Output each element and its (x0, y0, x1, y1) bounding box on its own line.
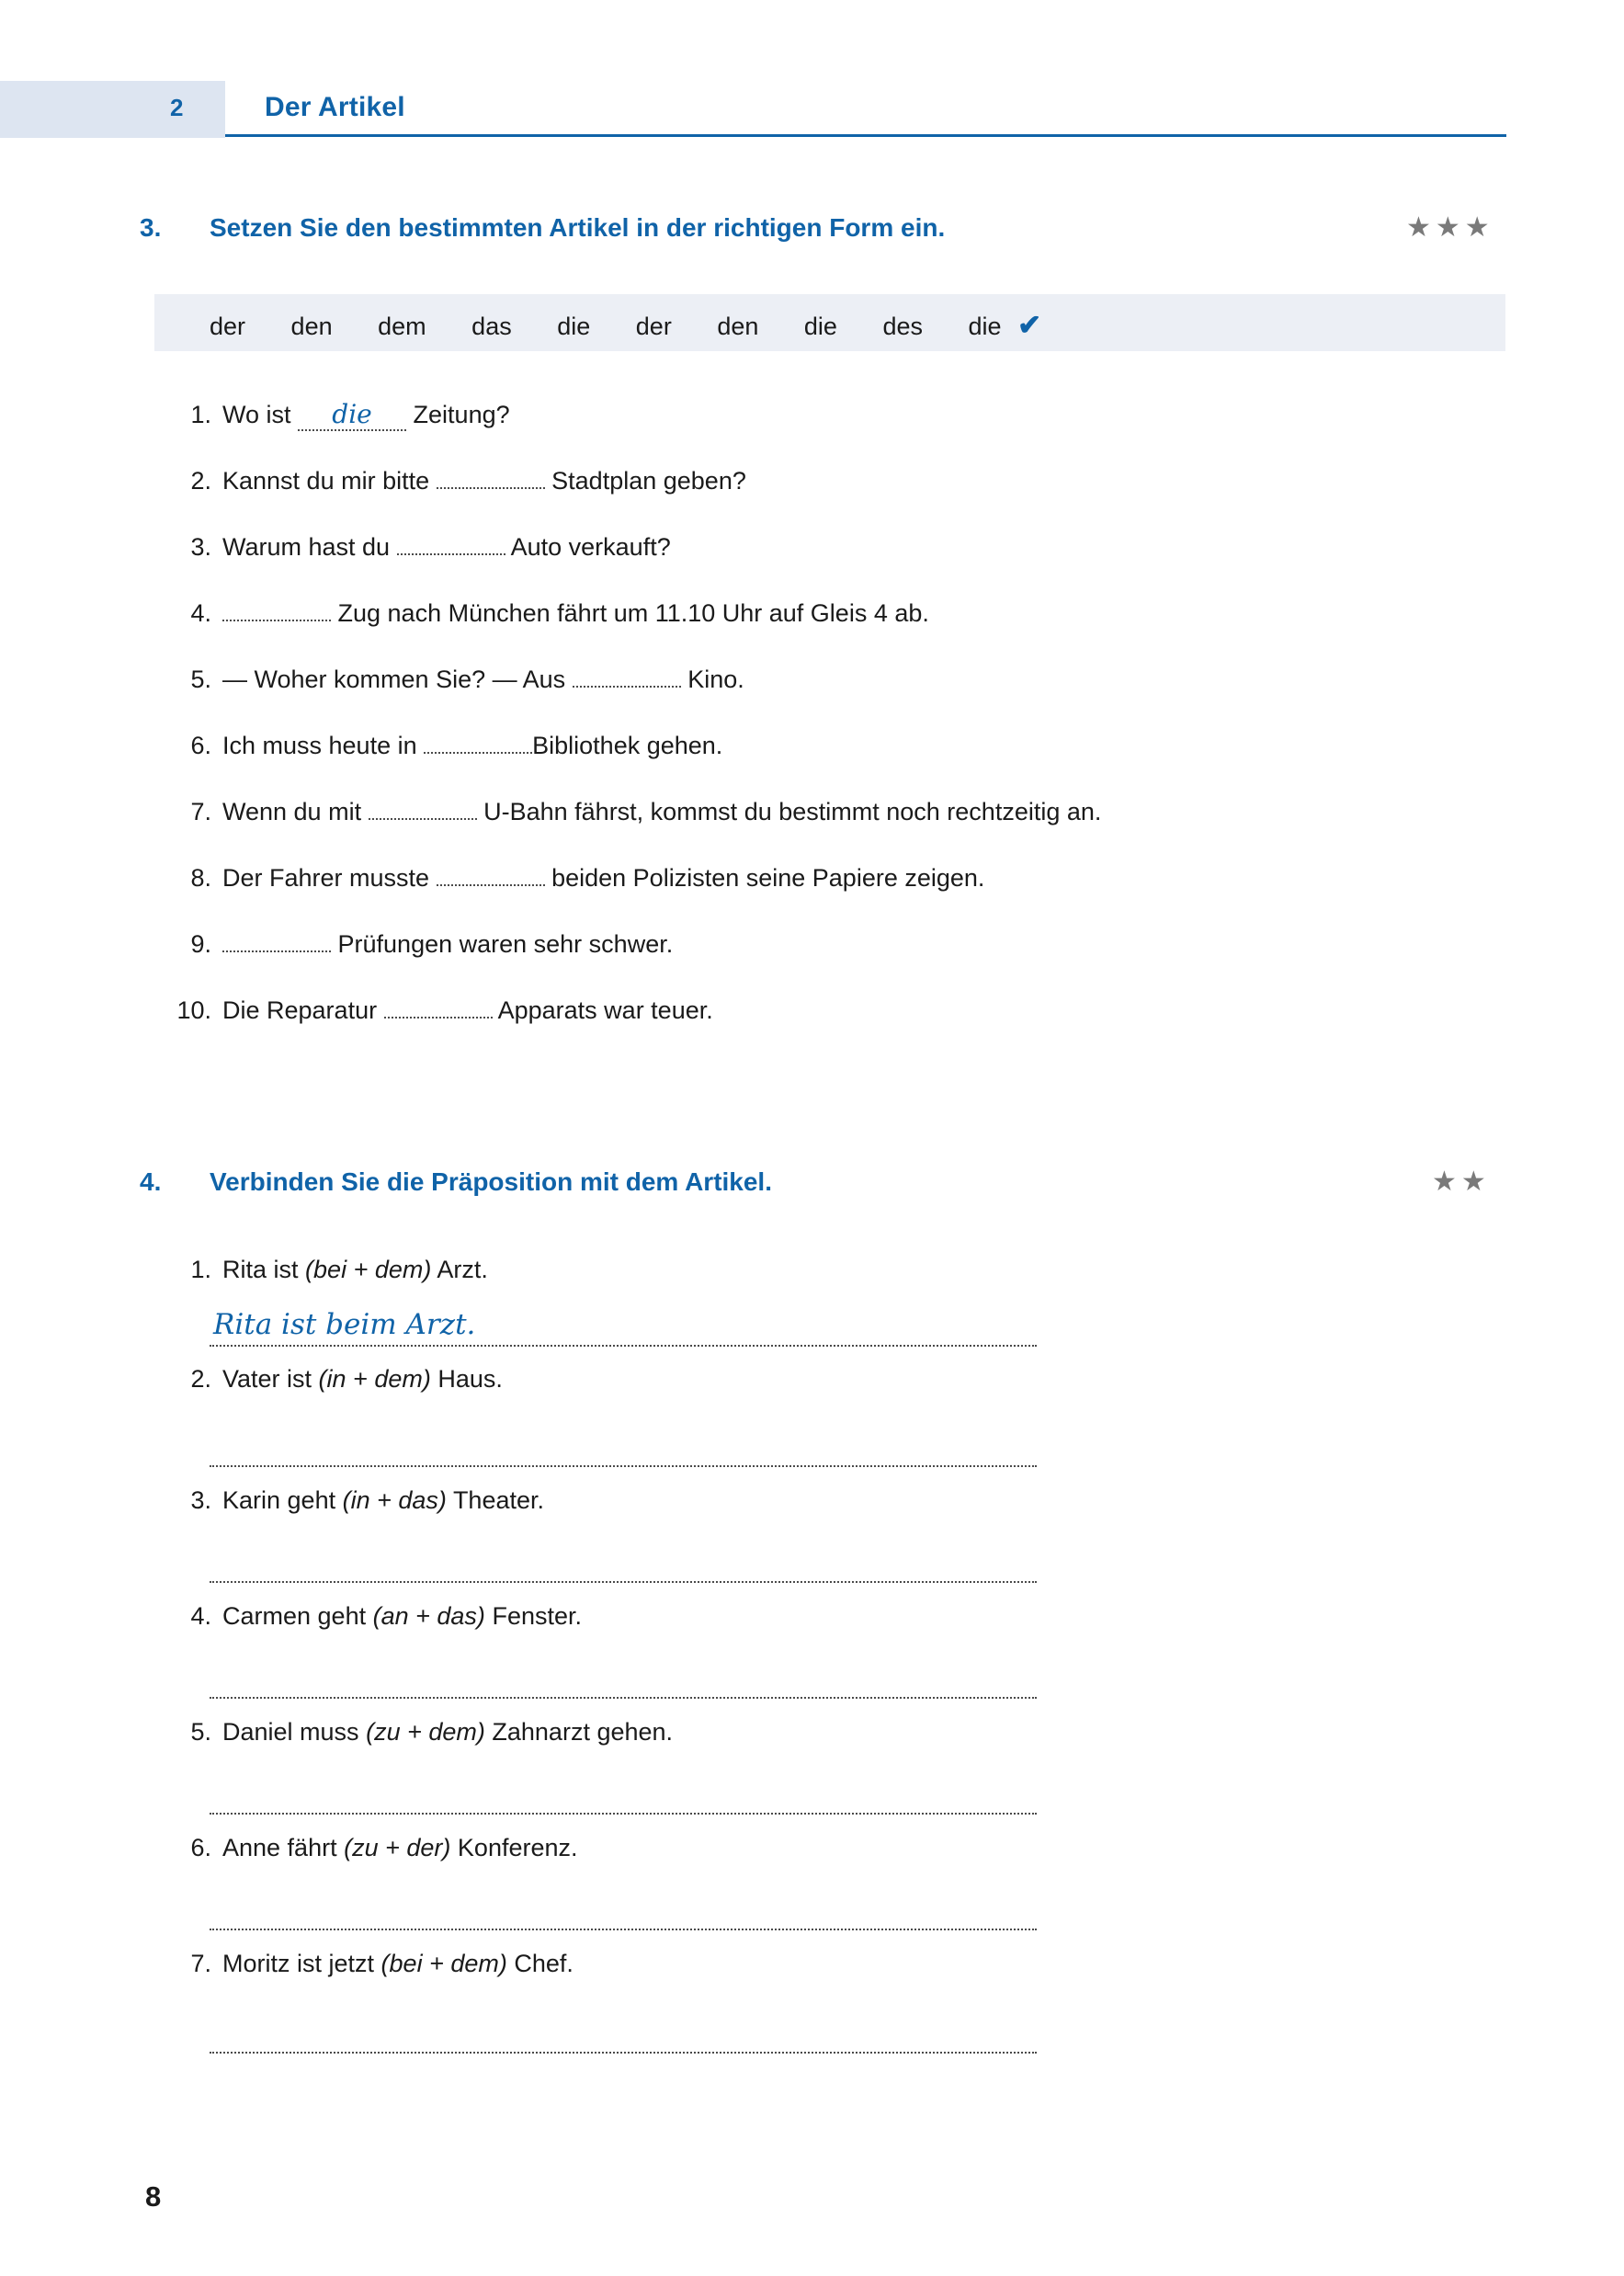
item-index: 1. (190, 1256, 211, 1283)
item-text-before: Kannst du mir bitte (222, 467, 430, 495)
item-index: 4. (190, 1602, 211, 1630)
list-item (154, 731, 722, 760)
item-parenthetical: (zu + der) (344, 1834, 451, 1861)
item-text-after: Auto verkauft? (510, 533, 671, 561)
item-text-after: beiden Polizisten seine Papiere zeigen. (551, 864, 985, 892)
item-text-before: Der Fahrer musste (222, 864, 430, 892)
chapter-number: 2 (170, 94, 184, 121)
list-item (154, 598, 929, 628)
fill-in-blank[interactable] (424, 752, 532, 754)
list-item (154, 1364, 503, 1394)
exercise-4-difficulty-stars: ★★ (1432, 1166, 1491, 1197)
fill-in-blank[interactable] (573, 686, 681, 688)
item-parenthetical: (an + das) (372, 1602, 485, 1630)
item-text-before: Rita ist (222, 1256, 299, 1283)
list-item (154, 1949, 574, 1978)
wordbank-word: die (968, 313, 1002, 340)
item-index: 2. (190, 467, 211, 495)
item-text-before: Warum hast du (222, 533, 391, 561)
list-item (154, 929, 673, 959)
exercise-3-number: 3. (140, 213, 162, 242)
item-text-after: Haus. (437, 1365, 503, 1393)
item-index: 8. (190, 864, 211, 892)
item-parenthetical: (zu + dem) (366, 1718, 485, 1746)
answer-line[interactable] (210, 1345, 1037, 1347)
exercise-3-difficulty-stars: ★★★ (1406, 212, 1494, 243)
answer-line[interactable] (210, 1581, 1037, 1583)
item-index: 6. (190, 732, 211, 759)
item-text-after: Bibliothek gehen. (532, 732, 723, 759)
item-parenthetical: (in + dem) (318, 1365, 431, 1393)
item-text-before: Carmen geht (222, 1602, 367, 1630)
exercise-4-number: 4. (140, 1167, 162, 1196)
list-item (154, 400, 510, 431)
item-index: 6. (190, 1834, 211, 1861)
wordbank-word: die (803, 313, 837, 340)
exercise-3-title: Setzen Sie den bestimmten Artikel in der richtigen Form ein. (210, 213, 946, 242)
item-index: 7. (190, 798, 211, 825)
page-number: 8 (145, 2180, 162, 2213)
list-item (154, 532, 671, 562)
handwritten-answer[interactable]: Rita ist beim Arzt. (213, 1308, 476, 1341)
wordbank-word: der (635, 313, 672, 340)
wordbank-word: dem (378, 313, 426, 340)
fill-in-blank[interactable] (222, 950, 331, 952)
item-index: 10. (176, 996, 211, 1024)
list-item (154, 1717, 673, 1747)
item-text-before: Ich muss heute in (222, 732, 417, 759)
item-text-after: Stadtplan geben? (551, 467, 746, 495)
item-text-before: Daniel muss (222, 1718, 359, 1746)
item-text-after: Arzt. (437, 1256, 488, 1283)
item-parenthetical: (in + das) (342, 1486, 447, 1514)
answer-line[interactable] (210, 1697, 1037, 1699)
wordbank-word: die (557, 313, 591, 340)
wordbank-word: das (471, 313, 512, 340)
item-text-after: Konferenz. (457, 1834, 578, 1861)
item-index: 9. (190, 930, 211, 958)
item-parenthetical: (bei + dem) (305, 1256, 432, 1283)
checkmark-icon: ✔ (1017, 309, 1042, 341)
answer-line[interactable] (210, 2052, 1037, 2054)
item-index: 5. (190, 1718, 211, 1746)
item-text-after: Prüfungen waren sehr schwer. (337, 930, 674, 958)
item-text-before: Wo ist (222, 401, 291, 428)
item-index: 5. (190, 666, 211, 693)
list-item (154, 863, 984, 893)
answer-line[interactable] (210, 1929, 1037, 1930)
chapter-title: Der Artikel (265, 92, 405, 122)
page-header (0, 81, 1624, 138)
wordbank-word: den (290, 313, 333, 340)
item-index: 7. (190, 1950, 211, 1977)
item-text-after: Apparats war teuer. (497, 996, 713, 1024)
item-text-before: Anne fährt (222, 1834, 337, 1861)
fill-in-blank[interactable] (437, 884, 545, 886)
item-text-after: Theater. (452, 1486, 544, 1514)
list-item (154, 1255, 488, 1284)
item-text-before: Moritz ist jetzt (222, 1950, 375, 1977)
chapter-tab (0, 81, 225, 138)
fill-in-blank[interactable]: die (298, 400, 406, 431)
fill-in-blank[interactable] (384, 1017, 493, 1019)
item-text-before: Wenn du mit (222, 798, 362, 825)
item-parenthetical: (bei + dem) (380, 1950, 507, 1977)
wordbank-word: den (717, 313, 759, 340)
item-text-before: Die Reparatur (222, 996, 378, 1024)
item-text-after: Zeitung? (413, 401, 510, 428)
list-item (154, 665, 744, 694)
exercise-3-wordbank (210, 309, 1041, 342)
wordbank-word: der (210, 313, 246, 340)
list-item (154, 996, 713, 1025)
item-text-after: Chef. (514, 1950, 574, 1977)
item-index: 3. (190, 1486, 211, 1514)
answer-line[interactable] (210, 1465, 1037, 1467)
item-text-before: — Woher kommen Sie? — Aus (222, 666, 566, 693)
fill-in-blank[interactable] (222, 620, 331, 621)
list-item (154, 1485, 544, 1515)
list-item (154, 1833, 578, 1862)
fill-in-blank[interactable] (397, 553, 505, 555)
fill-in-blank[interactable] (437, 487, 545, 489)
list-item (154, 466, 746, 495)
item-index: 1. (190, 401, 211, 428)
header-divider (225, 134, 1506, 137)
item-text-after: Zug nach München fährt um 11.10 Uhr auf Gleis 4 ab. (337, 599, 929, 627)
exercise-4-title: Verbinden Sie die Präposition mit dem Artikel. (210, 1167, 772, 1196)
item-text-after: Fenster. (492, 1602, 582, 1630)
wordbank-word: des (882, 313, 923, 340)
item-index: 3. (190, 533, 211, 561)
item-text-before: Vater ist (222, 1365, 312, 1393)
answer-line[interactable] (210, 1813, 1037, 1815)
item-index: 2. (190, 1365, 211, 1393)
item-index: 4. (190, 599, 211, 627)
item-text-after: Zahnarzt gehen. (492, 1718, 674, 1746)
fill-in-blank[interactable] (369, 818, 477, 820)
item-text-before: Karin geht (222, 1486, 336, 1514)
list-item (154, 797, 1101, 826)
list-item (154, 1601, 582, 1631)
item-text-after: U-Bahn fährst, kommst du bestimmt noch rechtzeitig an. (483, 798, 1102, 825)
item-text-after: Kino. (687, 666, 744, 693)
